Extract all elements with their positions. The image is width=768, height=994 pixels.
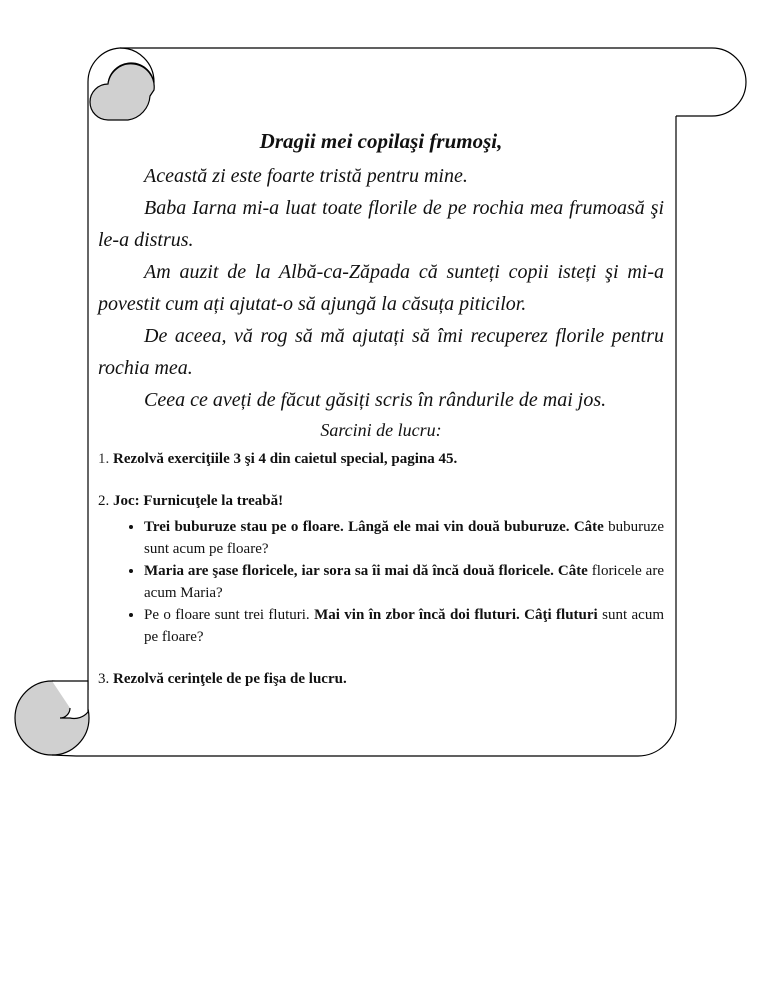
letter-content — [98, 128, 664, 690]
paragraph-2: Baba Iarna mi-a luat toate florile de pe rochia mea frumoasă şi le-a distrus. — [98, 197, 664, 251]
list-item: • Pe o floare sunt trei fluturi. Mai vin în zbor încă doi fluturi. Câţi fluturi sunt acum pe floare? — [144, 604, 664, 648]
task-3-number: 3. — [98, 671, 110, 687]
task-2-bullets — [98, 516, 664, 648]
task-1-text: Rezolvă exerciţiile 3 şi 4 din caietul special, pagina 45. — [113, 451, 458, 467]
task-1-number: 1. — [98, 451, 110, 467]
letter-heading: Dragii mei copilaşi frumoşi, — [259, 129, 503, 153]
paragraph-5: Ceea ce aveți de făcut găsiți scris în rândurile de mai jos. — [144, 389, 607, 411]
task-3-text: Rezolvă cerinţele de pe fişa de lucru. — [113, 671, 347, 687]
paragraph-4: De aceea, vă rog să mă ajutați să îmi recuperez florile pentru rochia mea. — [98, 325, 664, 379]
task-2-number: 2. — [98, 493, 110, 509]
paragraph-1: Această zi este foarte tristă pentru mine. — [144, 165, 468, 187]
tasks-heading: Sarcini de lucru: — [320, 420, 442, 440]
list-item: • Maria are şase floricele, iar sora sa îi mai dă încă două floricele. Câte floricele are acum Maria? — [144, 560, 664, 604]
paragraph-3: Am auzit de la Albă-ca-Zăpada că sunteți copii isteți şi mi-a povestit cum ați ajutat-o să ajungă la căsuța piticilor. — [98, 261, 664, 315]
task-2 — [98, 490, 664, 512]
list-item: • Trei buburuze stau pe o floare. Lângă ele mai vin două buburuze. Câte buburuze sunt acum pe floare? — [144, 516, 664, 560]
task-2-text: Joc: Furnicuţele la treabă! — [113, 493, 284, 509]
task-1 — [98, 448, 664, 470]
task-3 — [98, 668, 664, 690]
